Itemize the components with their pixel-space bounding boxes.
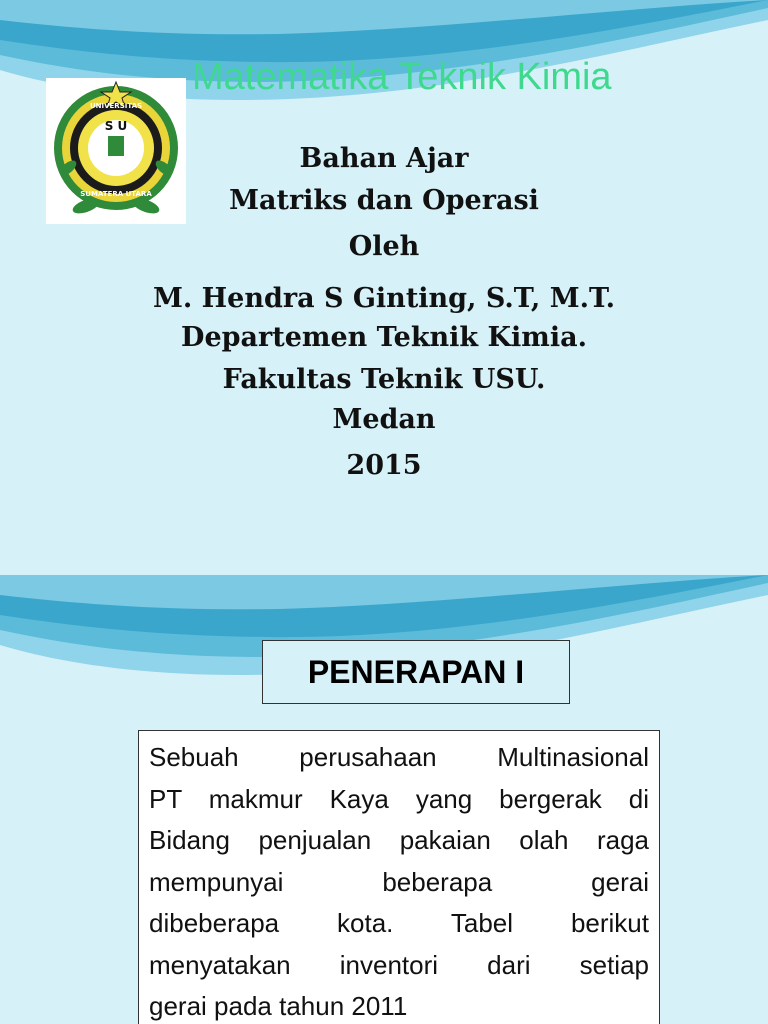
slide-title: Matematika Teknik Kimia — [192, 56, 612, 98]
paragraph-line-5: dibeberapa kota. Tabel berikut — [149, 908, 649, 938]
faculty-line: Fakultas Teknik USU. — [222, 364, 546, 395]
year-line: 2015 — [346, 450, 422, 481]
paragraph-line-7: gerai pada tahun 2011 — [149, 991, 408, 1021]
logo-bottom-text: SUMATERA UTARA — [80, 190, 152, 198]
paragraph-line-6: menyatakan inventori dari setiap — [149, 949, 649, 980]
subtitle-line-2: Matriks dan Operasi — [229, 185, 539, 216]
department-line: Departemen Teknik Kimia. — [181, 322, 587, 353]
paragraph-line-1: Sebuah perusahaan Multinasional — [149, 742, 649, 772]
author-name: M. Hendra S Ginting, S.T, M.T. — [152, 283, 616, 314]
content-slide — [0, 575, 768, 1024]
logo-top-text: UNIVERSITAS — [89, 102, 143, 110]
city-line: Medan — [332, 404, 436, 435]
paragraph-box — [138, 730, 660, 1024]
paragraph-line-2: PT makmur Kaya yang bergerak di — [149, 783, 649, 814]
section-heading: PENERAPAN I — [262, 640, 570, 704]
subtitle-line-3: Oleh — [348, 231, 420, 262]
paragraph-line-4: mempunyai beberapa gerai — [149, 866, 649, 897]
subtitle-line-1: Bahan Ajar — [299, 143, 469, 174]
paragraph-line-3: Bidang penjualan pakaian olah raga — [149, 825, 649, 855]
logo-center-text: S U — [104, 119, 128, 133]
